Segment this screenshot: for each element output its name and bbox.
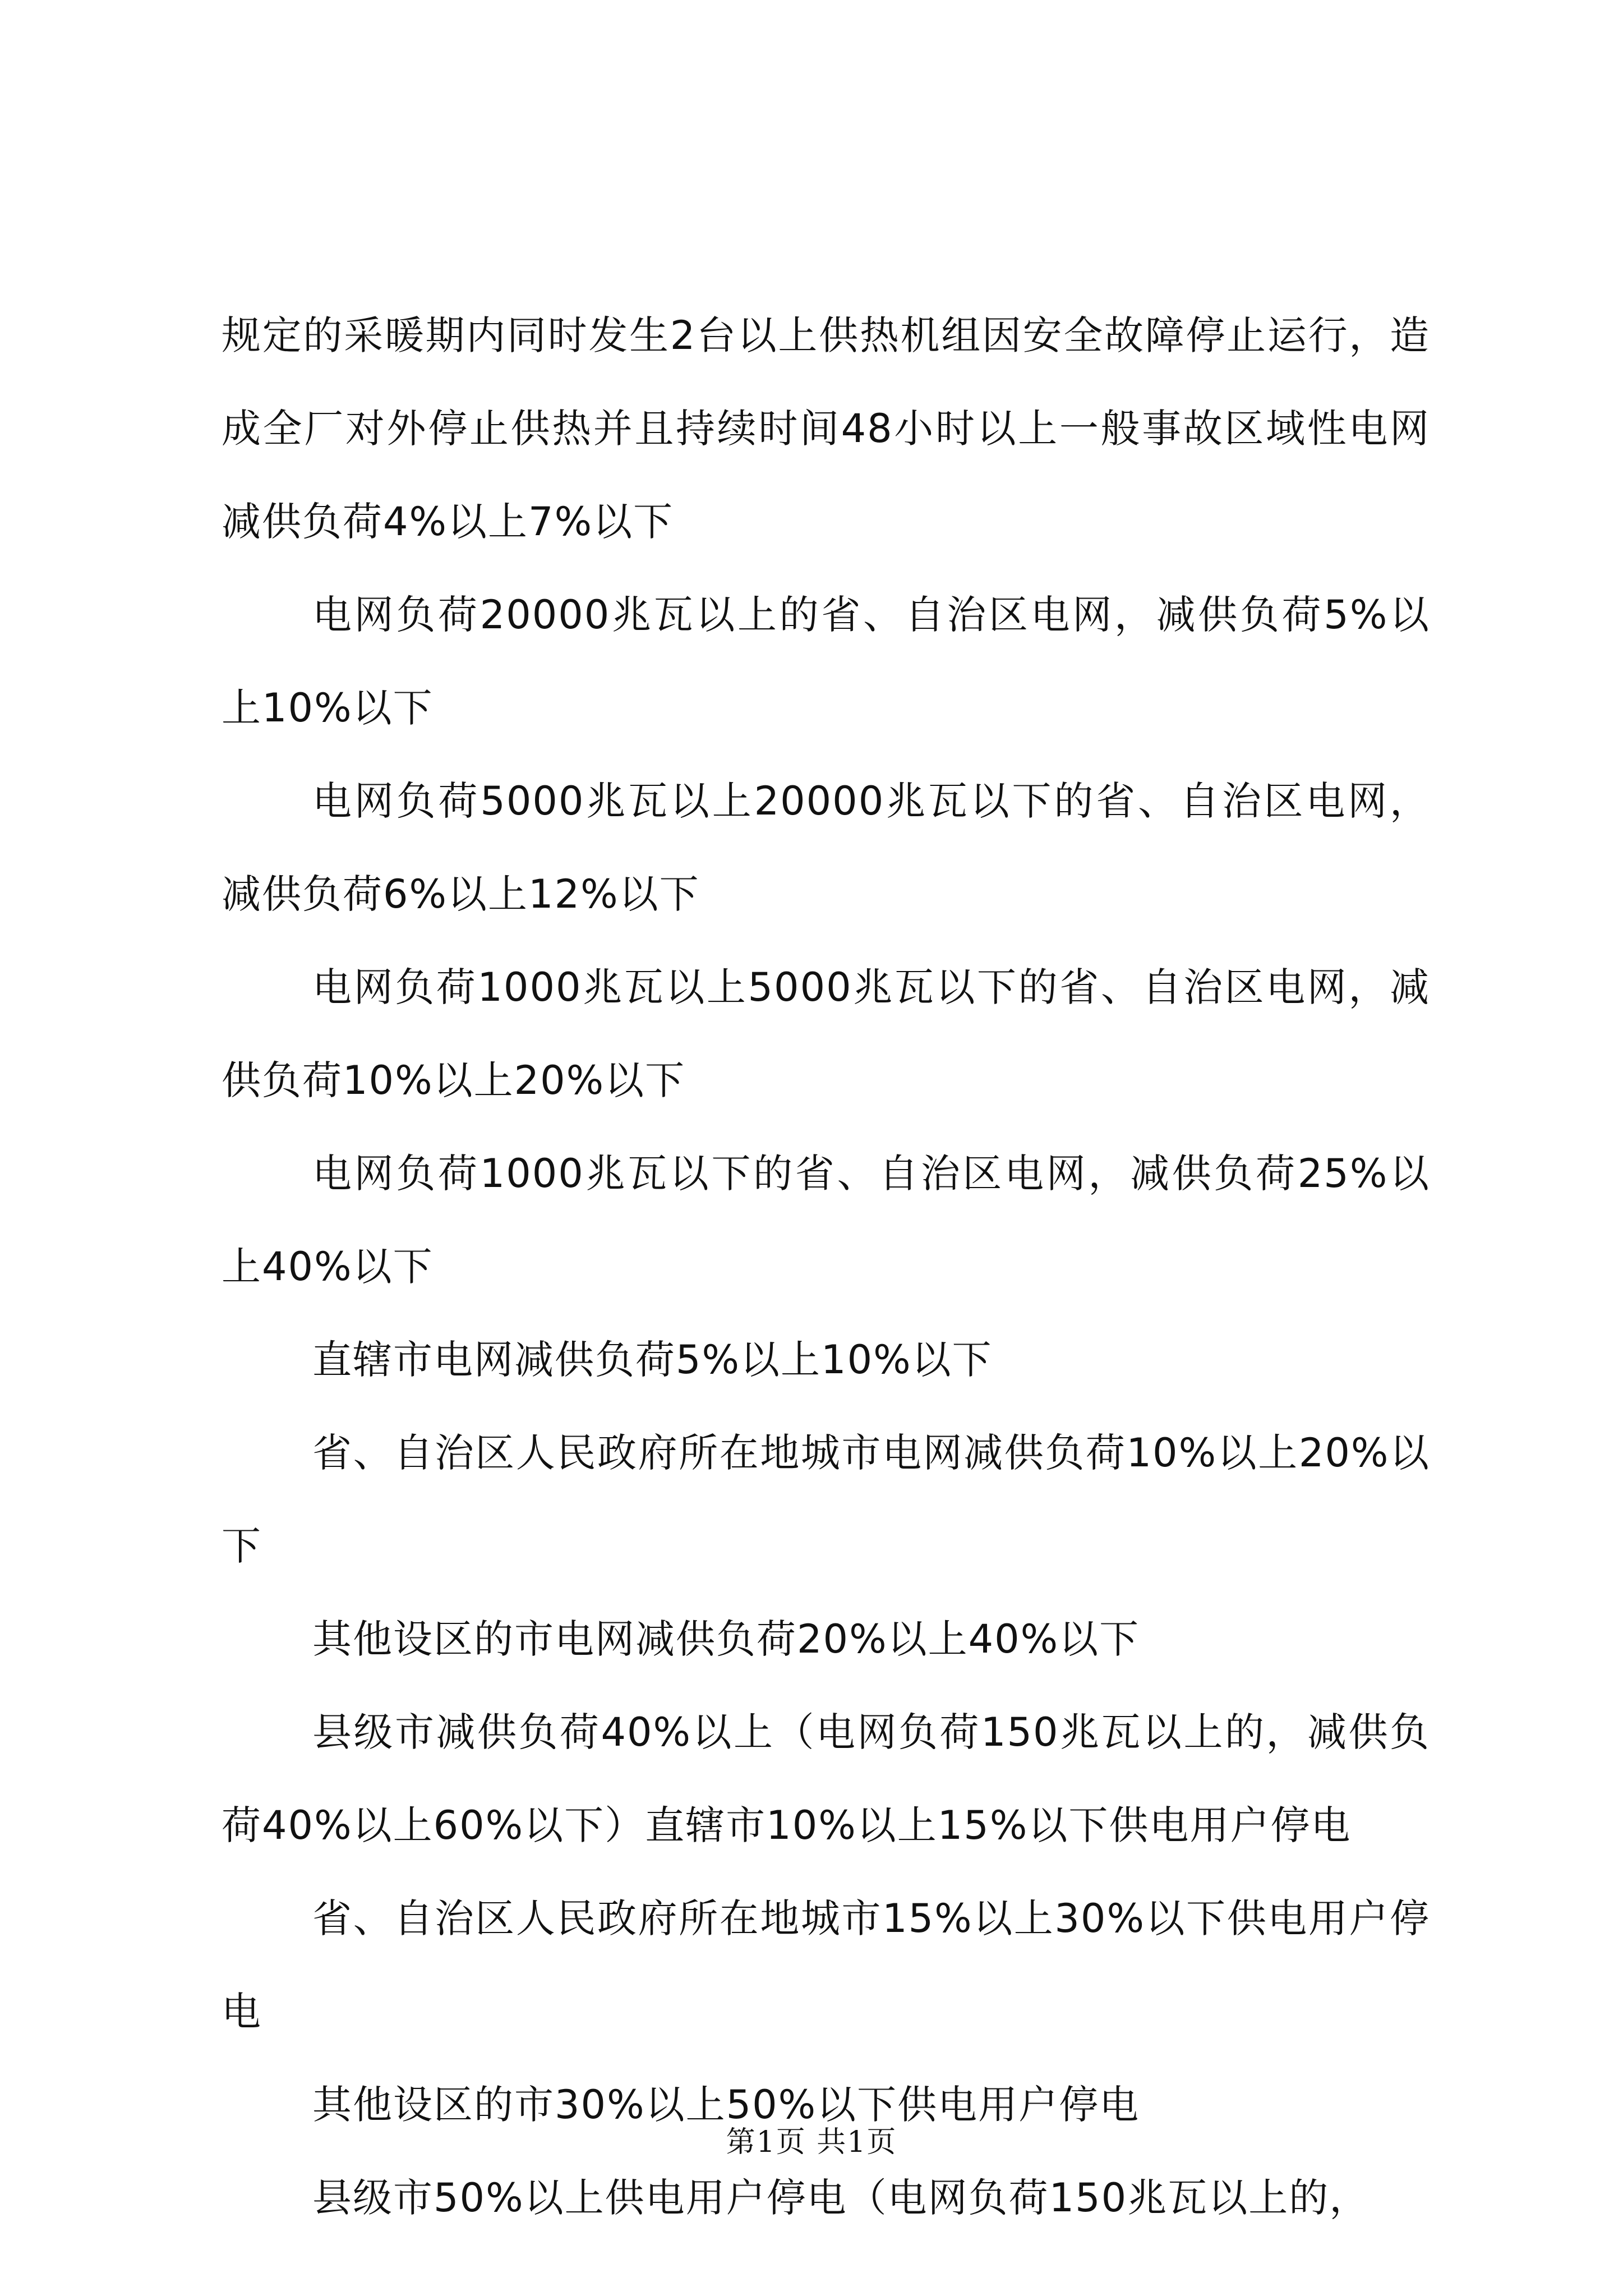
paragraph: 省、自治区人民政府所在地城市15%以上30%以下供电用户停电 xyxy=(222,1895,1430,2035)
page-footer: 第1页 共1页 xyxy=(726,2125,897,2159)
paragraph: 县级市减供负荷40%以上（电网负荷150兆瓦以上的，减供负荷40%以上60%以下）直辖市10%以上15%以下供电用户停电 xyxy=(222,1709,1430,1848)
paragraph: 县级市50%以上供电用户停电（电网负荷150兆瓦以上的， xyxy=(312,2175,1370,2221)
paragraph: 其他设区的市30%以上50%以下供电用户停电 xyxy=(312,2082,1140,2128)
paragraph: 直辖市电网减供负荷5%以上10%以下 xyxy=(312,1337,993,1383)
paragraph: 省、自治区人民政府所在地城市电网减供负荷10%以上20%以下 xyxy=(222,1430,1430,1569)
paragraph: 电网负荷20000兆瓦以上的省、自治区电网，减供负荷5%以上10%以下 xyxy=(222,592,1430,731)
paragraph: 电网负荷1000兆瓦以下的省、自治区电网，减供负荷25%以上40%以下 xyxy=(222,1151,1430,1290)
paragraph: 电网负荷1000兆瓦以上5000兆瓦以下的省、自治区电网，减供负荷10%以上20%以下 xyxy=(222,964,1430,1103)
document-body xyxy=(222,289,1430,2244)
paragraph: 规定的采暖期内同时发生2台以上供热机组因安全故障停止运行，造成全厂对外停止供热并且持续时间48小时以上一般事故区域性电网减供负荷4%以上7%以下 xyxy=(222,312,1430,545)
paragraph: 电网负荷5000兆瓦以上20000兆瓦以下的省、自治区电网，减供负荷6%以上12%以下 xyxy=(222,778,1430,917)
paragraph: 其他设区的市电网减供负荷20%以上40%以下 xyxy=(312,1616,1140,1662)
